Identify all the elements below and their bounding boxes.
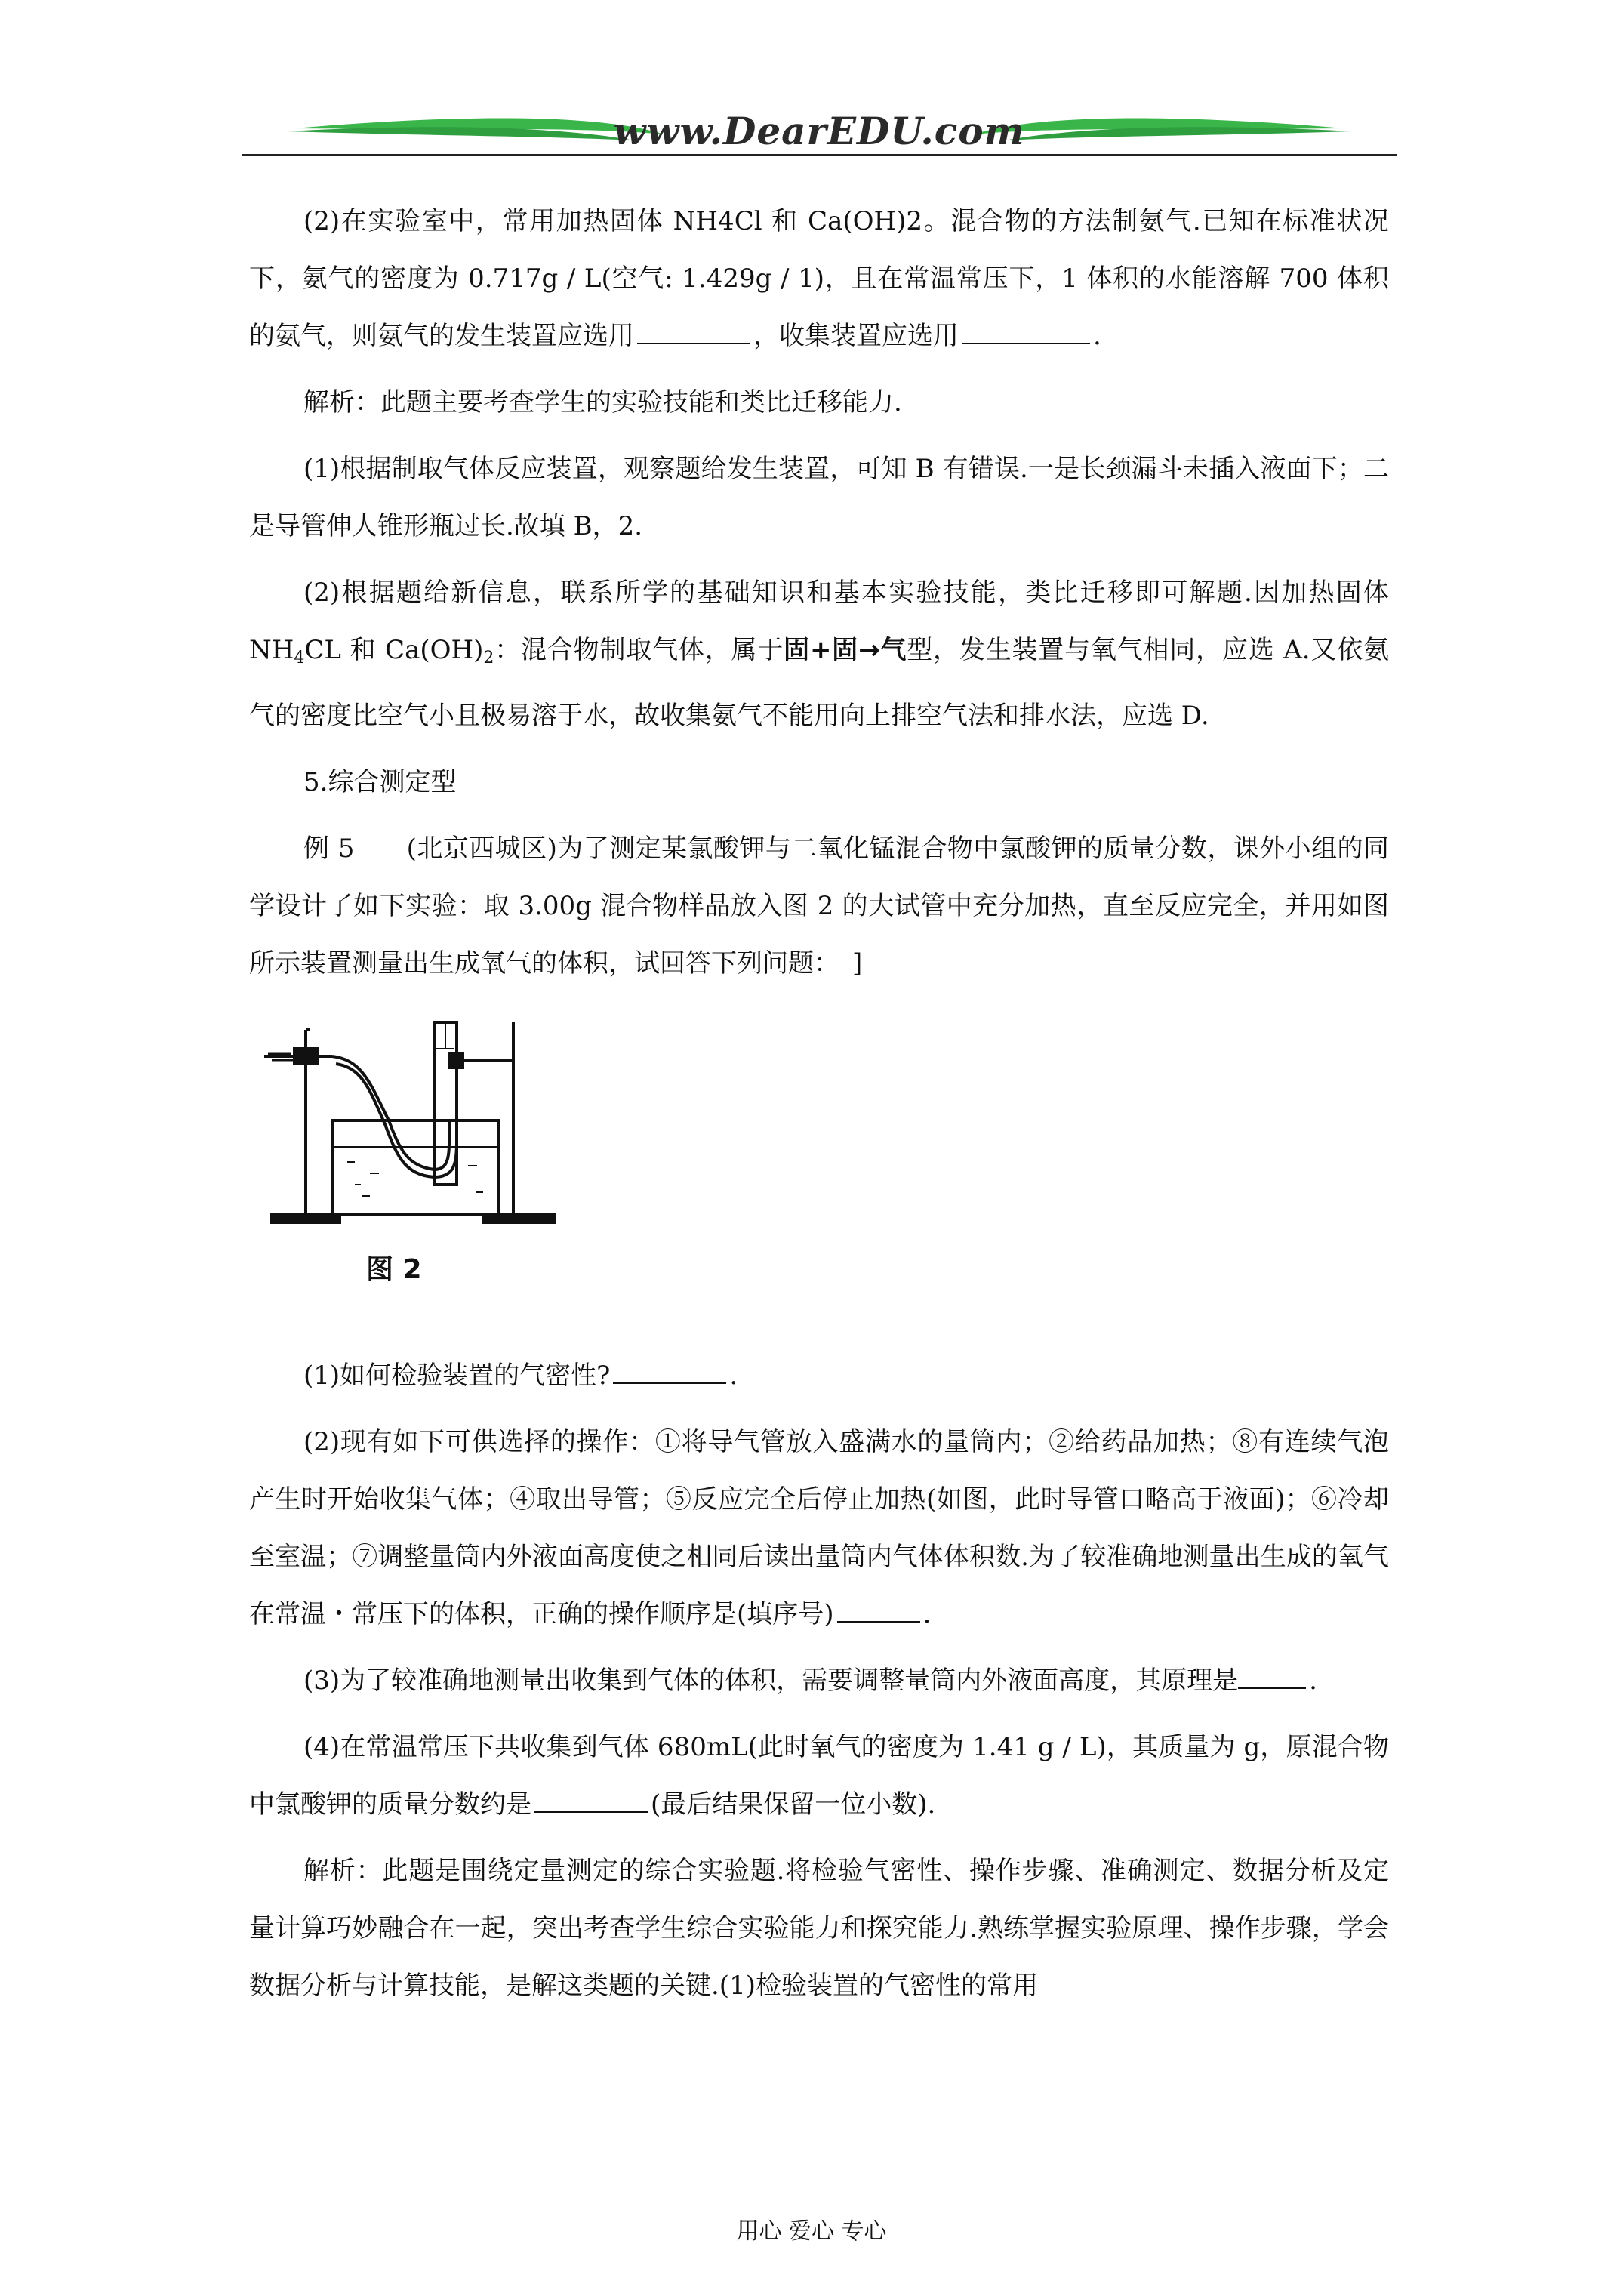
section-heading: 5.综合测定型 xyxy=(303,767,457,797)
example-5-paragraph: 例 5 (北京西城区)为了测定某氯酸钾与二氧化锰混合物中氯酸钾的质量分数，课外小组的同学设计了如下实验：取 3.00g 混合物样品放入图 2 的大试管中充分加热，直至反应完全，并用如图所示装置测量出生成氧气的体积，试回答下列问题： ] xyxy=(249,834,1389,978)
answer-blank xyxy=(534,1783,648,1813)
answer-blank xyxy=(837,1592,920,1623)
question-2-paragraph: (2)在实验室中，常用加热固体 NH4Cl 和 Ca(OH)2。混合物的方法制氨气.已知在标准状况下，氨气的密度为 0.717g / L(空气: 1.429g / 1)，且在常温常压下，1 体积的水能溶解 700 体积的氨气，则氨气的发生装置应选用 ，收集装置应选用 . xyxy=(249,206,1389,351)
document-body xyxy=(249,193,1389,2023)
figure-2 xyxy=(264,1007,581,1302)
analysis-2-paragraph: 解析：此题是围绕定量测定的综合实验题.将检验气密性、操作步骤、准确测定、数据分析及定量计算巧妙融合在一起，突出考查学生综合实验能力和探究能力.熟练掌握实验原理、操作步骤，学会数据分析与计算技能，是解这类题的关键.(1)检验装置的气密性的常用 xyxy=(249,1856,1389,2001)
question-2: (2)现有如下可供选择的操作：①将导气管放入盛满水的量筒内；②给药品加热；⑧有连续气泡产生时开始收集气体；④取出导管；⑤反应完全后停止加热(如图，此时导管口略高于液面)；⑥冷却至室温；⑦调整量筒内外液面高度使之相同后读出量筒内气体体积数.为了较准确地测量出生成的氧气在常温・常压下的体积，正确的操作顺序是(填序号) . xyxy=(249,1427,1389,1629)
apparatus-diagram xyxy=(264,1007,581,1249)
answer-blank xyxy=(613,1354,726,1384)
reaction-type-label: 固+固→气 xyxy=(784,635,907,665)
analysis-paragraph: 解析：此题主要考查学生的实验技能和类比迁移能力. xyxy=(303,387,902,418)
header-rule xyxy=(242,154,1397,156)
answer-blank xyxy=(962,314,1090,344)
question-3: (3)为了较准确地测量出收集到气体的体积，需要调整量筒内外液面高度，其原理是 . xyxy=(249,1652,1389,1709)
figure-caption: 图 2 xyxy=(366,1254,422,1285)
answer-blank xyxy=(637,314,750,344)
site-name: www.DearEDU.com xyxy=(613,109,1025,153)
question-1: (1)如何检验装置的气密性? . xyxy=(249,1347,1389,1404)
answer-1-paragraph: (1)根据制取气体反应装置，观察题给发生装置，可知 B 有错误.一是长颈漏斗未插入液面下；二是导管伸人锥形瓶过长.故填 B，2. xyxy=(249,454,1389,541)
page-header xyxy=(242,106,1397,166)
question-4: (4)在常温常压下共收集到气体 680mL(此时氧气的密度为 1.41 g / L)，其质量为 g，原混合物中氯酸钾的质量分数约是 (最后结果保留一位小数). xyxy=(249,1732,1389,1820)
page-footer: 用心 爱心 专心 xyxy=(736,2218,887,2245)
answer-blank xyxy=(1238,1659,1306,1689)
answer-2-paragraph: (2)根据题给新信息，联系所学的基础知识和基本实验技能，类比迁移即可解题.因加热固体 $NH_4CL$ 和 $Ca(OH)_2$：混合物制取气体，属于固+固→气型，发生装置与氧气相同，应选 A.又依氨气的密度比空气小且极易溶于水，故收集氨气不能用向上排空气法和排水法，应选 D. xyxy=(249,578,1390,731)
